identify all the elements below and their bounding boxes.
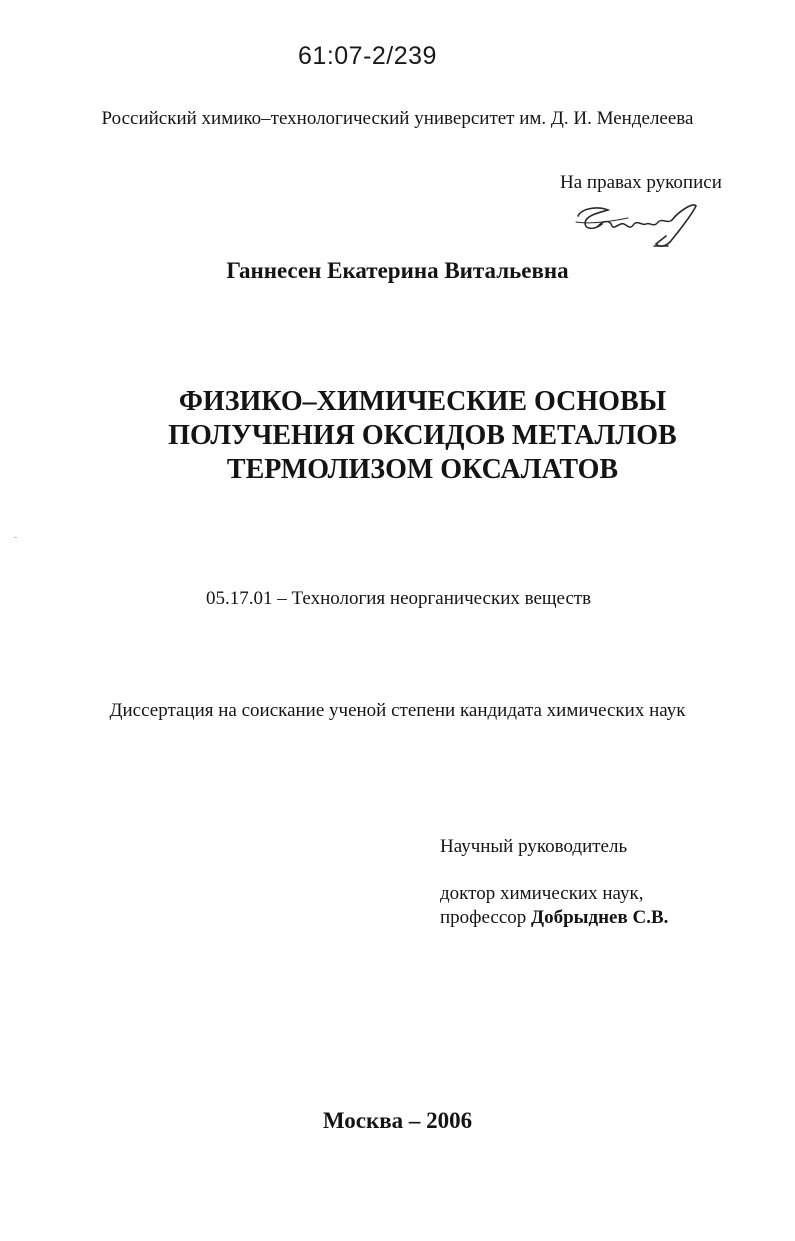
supervisor-title: профессор — [440, 907, 527, 928]
specialty-code: 05.17.01 – Технология неорганических веществ — [206, 588, 592, 609]
supervisor-title-line — [440, 907, 668, 929]
supervisor-label: Научный руководитель — [440, 836, 628, 857]
manuscript-rights-note: На правах рукописи — [560, 172, 722, 193]
supervisor-degree: доктор химических наук, — [440, 883, 644, 904]
author-name: Ганнесен Екатерина Витальевна — [226, 258, 569, 283]
handwritten-signature — [568, 196, 708, 252]
city-year: Москва – 2006 — [322, 1108, 473, 1133]
scan-speck — [14, 537, 17, 538]
title-line-2: ПОЛУЧЕНИЯ ОКСИДОВ МЕТАЛЛОВ — [168, 420, 677, 451]
dissertation-type: Диссертация на соискание ученой степени кандидата химических наук — [109, 700, 686, 721]
dissertation-title — [0, 385, 795, 487]
title-line-1: ФИЗИКО–ХИМИЧЕСКИЕ ОСНОВЫ — [178, 386, 667, 417]
catalog-number: 61:07-2/239 — [298, 42, 437, 70]
title-line-3: ТЕРМОЛИЗОМ ОКСАЛАТОВ — [226, 454, 619, 485]
university-name: Российский химико–технологический университет им. Д. И. Менделеева — [101, 108, 694, 129]
supervisor-name: Добрыднев С.В. — [531, 907, 669, 928]
